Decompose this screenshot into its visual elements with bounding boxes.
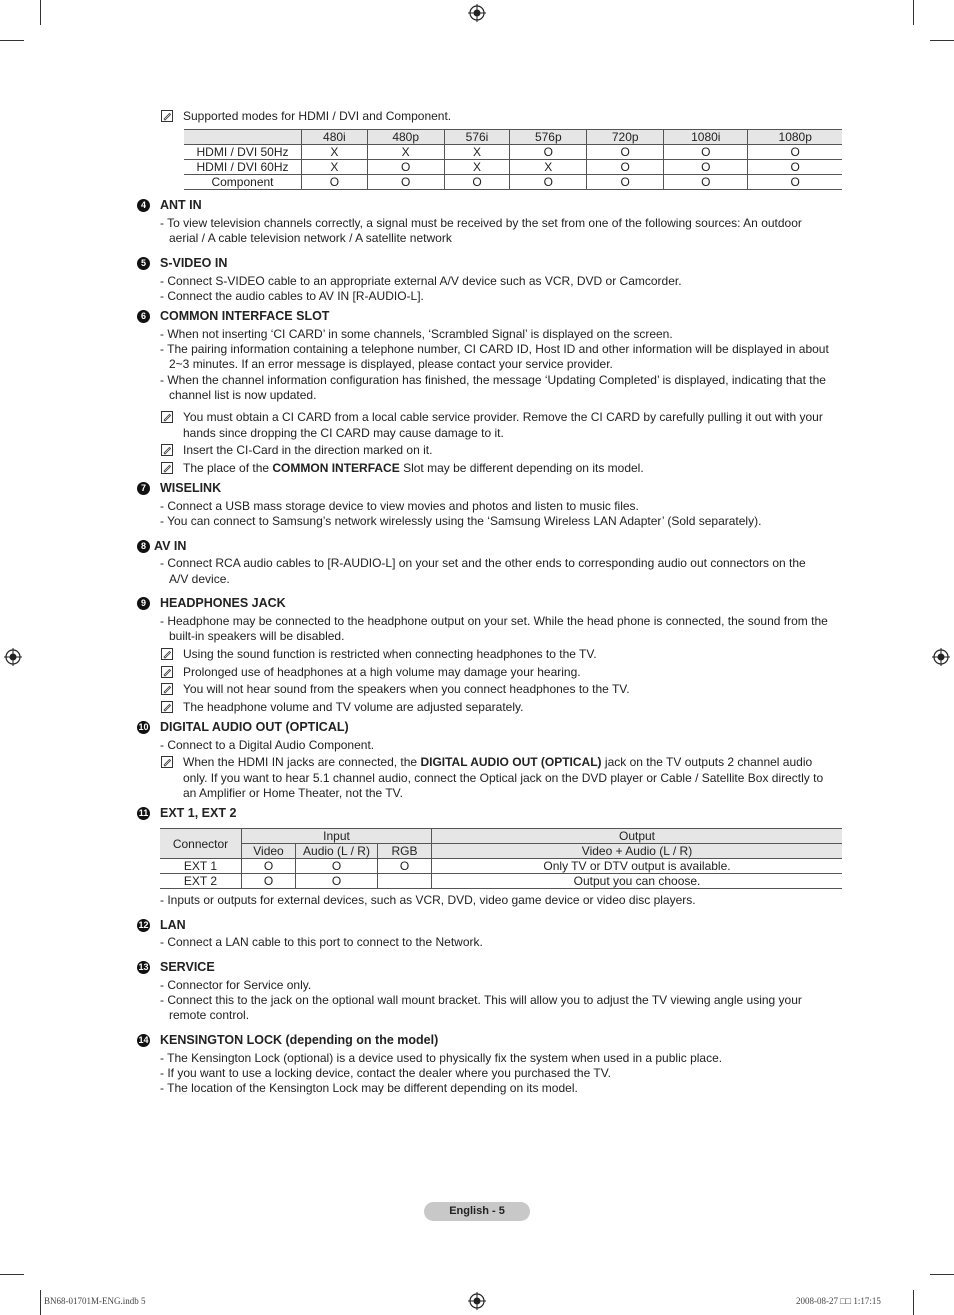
body-line: built-in speakers will be disabled. — [169, 629, 345, 643]
table-cell: O — [242, 874, 296, 889]
section-number-badge: 13 — [138, 962, 149, 972]
note-icon — [161, 462, 173, 474]
body-line: - Connect this to the jack on the optional wall mount bracket. This will allow you to adjust the TV viewing angle using your — [160, 993, 802, 1007]
crop-mark — [0, 40, 24, 41]
body-line: - Connect the audio cables to AV IN [R-AUDIO-L]. — [160, 289, 424, 303]
table-header-cell: Input — [242, 829, 432, 844]
note-line: Insert the CI-Card in the direction marked on it. — [183, 443, 433, 457]
registration-mark-icon — [468, 4, 486, 22]
note-line: Using the sound function is restricted when connecting headphones to the TV. — [183, 647, 597, 661]
section-number-badge: 5 — [137, 257, 150, 270]
body-line: - Connect a USB mass storage device to view movies and photos and listen to music files. — [160, 499, 639, 513]
note-line: You will not hear sound from the speakers when you connect headphones to the TV. — [183, 682, 630, 696]
table-header-cell: 480i — [302, 130, 368, 145]
section-number-badge: 8 — [137, 540, 150, 553]
table-cell: O — [296, 874, 378, 889]
table-cell: O — [296, 859, 378, 874]
table-header-cell: RGB — [378, 844, 432, 859]
section-number-badge: 11 — [138, 808, 149, 818]
table-header-cell: 576i — [444, 130, 510, 145]
section-number-badge: 7 — [137, 482, 150, 495]
registration-mark-icon — [932, 648, 950, 666]
table-cell: O — [367, 160, 444, 175]
note-line: Prolonged use of headphones at a high volume may damage your hearing. — [183, 665, 581, 679]
table-header-row — [160, 844, 842, 859]
print-date-label: 2008-08-27 □□ 1:17:15 — [796, 1296, 881, 1306]
table-row — [160, 874, 842, 889]
table-cell: O — [664, 145, 748, 160]
crop-mark — [913, 0, 914, 25]
crop-mark — [0, 1274, 24, 1275]
note-icon — [161, 756, 173, 768]
note-icon — [161, 444, 173, 456]
table-cell — [378, 874, 432, 889]
table-header-cell: Video — [242, 844, 296, 859]
body-line: channel list is now updated. — [169, 388, 317, 402]
section-number-badge: 6 — [137, 310, 150, 323]
table-cell: EXT 1 — [160, 859, 242, 874]
table-cell: Component — [184, 175, 302, 190]
table-header-cell: 1080i — [664, 130, 748, 145]
registration-mark-icon — [468, 1292, 486, 1310]
body-line: - Connect to a Digital Audio Component. — [160, 738, 375, 752]
table-header-row — [160, 829, 842, 844]
note-icon — [161, 110, 173, 122]
body-line: 2~3 minutes. If an error message is displayed, please contact your service provider. — [169, 357, 613, 371]
body-line: - When the channel information configuration has finished, the message ‘Updating Completed’ is displayed, indicating that the — [160, 373, 826, 387]
supported-modes-note: Supported modes for HDMI / DVI and Component. — [183, 109, 452, 123]
note-line: an Amplifier or Home Theater, not the TV. — [183, 786, 403, 800]
body-line: - Connector for Service only. — [160, 978, 312, 992]
body-line: - Connect S-VIDEO cable to an appropriate external A/V device such as VCR, DVD or Camcorder. — [160, 274, 682, 288]
body-line: - Inputs or outputs for external devices, such as VCR, DVD, video game device or video disc players. — [160, 893, 696, 907]
body-line: - When not inserting ‘CI CARD’ in some channels, ‘Scrambled Signal’ is displayed on the screen. — [160, 327, 673, 341]
body-line: - The location of the Kensington Lock may be different depending on its model. — [160, 1081, 578, 1095]
table-cell: O — [444, 175, 510, 190]
body-line: - The Kensington Lock (optional) is a device used to physically fix the system when used in a public place. — [160, 1051, 723, 1065]
note-line: only. If you want to hear 5.1 channel audio, connect the Optical jack on the DVD player or Cable / Satellite Box directly to — [183, 771, 824, 785]
table-cell: O — [510, 145, 587, 160]
supported-modes-table — [184, 129, 842, 190]
note-line: When the HDMI IN jacks are connected, the DIGITAL AUDIO OUT (OPTICAL) jack on the TV outputs 2 channel audio — [183, 755, 813, 769]
table-cell: X — [444, 145, 510, 160]
table-cell: Only TV or DTV output is available. — [432, 859, 843, 874]
table-cell: O — [664, 175, 748, 190]
note-icon — [161, 666, 173, 678]
note-line: The place of the COMMON INTERFACE Slot may be different depending on its model. — [183, 461, 644, 475]
section-title: KENSINGTON LOCK (depending on the model) — [160, 1033, 439, 1047]
registration-mark-icon — [4, 648, 22, 666]
table-cell: O — [587, 175, 664, 190]
section-number-badge: 12 — [138, 920, 149, 930]
body-line: - Connect RCA audio cables to [R-AUDIO-L] on your set and the other ends to corresponding audio out connectors on the — [160, 556, 806, 570]
table-cell: X — [510, 160, 587, 175]
table-cell: X — [302, 160, 368, 175]
note-line: hands since dropping the CI CARD may cause damage to it. — [183, 426, 504, 440]
table-cell: Output you can choose. — [432, 874, 843, 889]
table-row — [184, 160, 842, 175]
table-cell: X — [302, 145, 368, 160]
table-header-cell: 1080p — [748, 130, 842, 145]
print-file-label: BN68-01701M-ENG.indb 5 — [44, 1296, 146, 1306]
section-number-badge: 9 — [137, 597, 150, 610]
note-icon — [161, 683, 173, 695]
body-line: - The pairing information containing a telephone number, CI CARD ID, Host ID and other information will be displayed in about — [160, 342, 829, 356]
section-title: SERVICE — [160, 960, 215, 974]
note-icon — [161, 648, 173, 660]
section-title: AV IN — [154, 539, 187, 553]
table-cell: X — [367, 145, 444, 160]
section-title: COMMON INTERFACE SLOT — [160, 309, 330, 323]
note-line: You must obtain a CI CARD from a local cable service provider. Remove the CI CARD by carefully pulling it out with your — [183, 410, 823, 424]
table-row — [184, 175, 842, 190]
table-cell: HDMI / DVI 50Hz — [184, 145, 302, 160]
table-header-cell: Video + Audio (L / R) — [432, 844, 843, 859]
table-cell: O — [748, 175, 842, 190]
body-line: - Connect a LAN cable to this port to connect to the Network. — [160, 935, 483, 949]
table-cell: O — [302, 175, 368, 190]
table-cell: O — [367, 175, 444, 190]
section-title: ANT IN — [160, 198, 202, 212]
crop-mark — [913, 1290, 914, 1315]
section-title: LAN — [160, 918, 186, 932]
note-icon — [161, 411, 173, 423]
page-number-badge: English - 5 — [424, 1202, 530, 1221]
section-title: HEADPHONES JACK — [160, 596, 286, 610]
crop-mark — [40, 0, 41, 25]
table-header-row — [184, 130, 842, 145]
table-cell: O — [664, 160, 748, 175]
table-header-cell: Audio (L / R) — [296, 844, 378, 859]
crop-mark — [930, 40, 954, 41]
crop-mark — [930, 1274, 954, 1275]
body-line: A/V device. — [169, 572, 230, 586]
table-header-cell: 576p — [510, 130, 587, 145]
section-number-badge: 10 — [138, 722, 149, 732]
table-header-cell: 480p — [367, 130, 444, 145]
body-line: - If you want to use a locking device, contact the dealer where you purchased the TV. — [160, 1066, 611, 1080]
table-cell: O — [510, 175, 587, 190]
table-row — [160, 859, 842, 874]
table-header-cell: 720p — [587, 130, 664, 145]
table-cell: O — [587, 145, 664, 160]
table-header-cell: Output — [432, 829, 843, 844]
body-line: - You can connect to Samsung’s network wirelessly using the ‘Samsung Wireless LAN Adapter’ (Sold separately). — [160, 514, 762, 528]
note-icon — [161, 701, 173, 713]
table-cell: O — [587, 160, 664, 175]
table-header-cell — [184, 130, 302, 145]
section-title: S-VIDEO IN — [160, 256, 228, 270]
table-cell: X — [444, 160, 510, 175]
ext-table — [160, 828, 842, 889]
table-cell: O — [378, 859, 432, 874]
table-cell: O — [748, 160, 842, 175]
body-line: - To view television channels correctly, a signal must be received by the set from one of the following sources: An outdoor — [160, 216, 802, 230]
crop-mark — [40, 1290, 41, 1315]
section-title: WISELINK — [160, 481, 222, 495]
table-cell: O — [748, 145, 842, 160]
section-title: DIGITAL AUDIO OUT (OPTICAL) — [160, 720, 349, 734]
body-line: remote control. — [169, 1008, 250, 1022]
table-cell: HDMI / DVI 60Hz — [184, 160, 302, 175]
section-number-badge: 4 — [137, 199, 150, 212]
section-title: EXT 1, EXT 2 — [160, 806, 237, 820]
table-row — [184, 145, 842, 160]
section-number-badge: 14 — [138, 1035, 149, 1045]
note-line: The headphone volume and TV volume are adjusted separately. — [183, 700, 524, 714]
table-cell: O — [242, 859, 296, 874]
body-line: - Headphone may be connected to the headphone output on your set. While the head phone is connected, the sound from the — [160, 614, 828, 628]
table-cell: EXT 2 — [160, 874, 242, 889]
body-line: aerial / A cable television network / A satellite network — [169, 231, 452, 245]
table-header-cell: Connector — [160, 829, 242, 859]
